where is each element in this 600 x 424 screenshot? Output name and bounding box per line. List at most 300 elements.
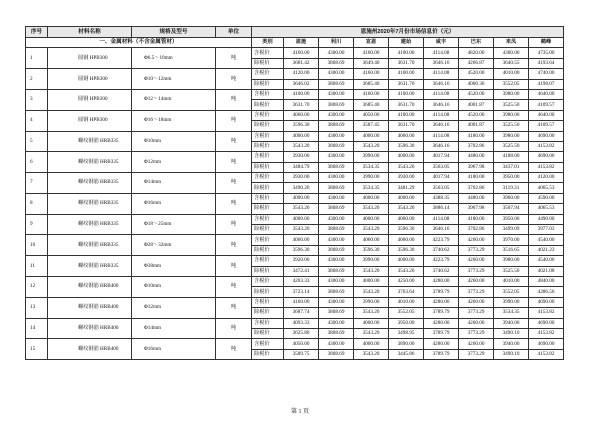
spec-value: Φ16～18mm: [132, 110, 216, 131]
notax-price-cell: 3763.64: [389, 287, 424, 297]
material-name: 圆钢 HPB300: [48, 69, 132, 90]
tax-price-cell: 4300.00: [319, 193, 354, 203]
tax-price-cell: 4000.00: [354, 276, 389, 286]
material-name: 螺纹钢筋 HRB400: [48, 276, 132, 297]
tax-price-cell: 4300.00: [319, 173, 354, 183]
notax-price-cell: 3687.74: [284, 308, 319, 318]
material-name: 螺纹钢筋 HRB335: [48, 193, 132, 214]
tax-price-cell: 3940.00: [494, 339, 529, 349]
spec-value: Φ12mm: [132, 297, 216, 318]
unit-value: 吨: [216, 152, 252, 173]
tax-price-cell: 4735.00: [529, 48, 564, 58]
tax-price-cell: 4690.00: [529, 297, 564, 307]
tax-price-cell: 4260.00: [459, 297, 494, 307]
tax-price-cell: 4017.94: [424, 152, 459, 162]
city-header: 咸丰: [424, 38, 459, 48]
city-header: 来凤: [494, 38, 529, 48]
price-type-label: 含税价: [252, 318, 284, 328]
unit-value: 吨: [216, 256, 252, 277]
notax-price-cell: 3543.20: [354, 204, 389, 214]
notax-price-cell: 3543.20: [284, 141, 319, 151]
notax-price-cell: 3631.70: [389, 58, 424, 68]
city-header: 鹤峰: [529, 38, 564, 48]
price-type-label: 含税价: [252, 131, 284, 141]
unit-value: 吨: [216, 339, 252, 360]
table-row: [26, 48, 564, 58]
spec-value: Φ16mm: [132, 193, 216, 214]
notax-price-cell: 3631.70: [389, 100, 424, 110]
notax-price-cell: 3543.20: [389, 204, 424, 214]
notax-price-cell: 3640.55: [494, 58, 529, 68]
material-name: 螺纹钢筋 HRB335: [48, 214, 132, 235]
notax-price-cell: 4109.57: [529, 100, 564, 110]
notax-price-cell: 3534.35: [494, 308, 529, 318]
unit-value: 吨: [216, 318, 252, 339]
price-type-label: 除税价: [252, 183, 284, 193]
price-type-label: 除税价: [252, 79, 284, 89]
tax-price-cell: 4120.00: [529, 173, 564, 183]
price-type-label: 含税价: [252, 152, 284, 162]
notax-price-cell: 3808.69: [319, 308, 354, 318]
notax-price-cell: 3789.79: [424, 308, 459, 318]
notax-price-cell: 3499.09: [494, 225, 529, 235]
tax-price-cell: 4300.00: [319, 214, 354, 224]
tax-price-cell: 4300.00: [319, 69, 354, 79]
tax-price-cell: 4060.00: [389, 131, 424, 141]
row-number: 9: [26, 214, 48, 235]
notax-price-cell: 3507.94: [494, 204, 529, 214]
tax-price-cell: 3950.00: [494, 214, 529, 224]
tax-price-cell: 4690.00: [529, 318, 564, 328]
unit-value: 吨: [216, 235, 252, 256]
table-row: [26, 276, 564, 286]
tax-price-cell: 4260.00: [459, 235, 494, 245]
city-header: 建始: [389, 38, 424, 48]
price-type-label: 含税价: [252, 89, 284, 99]
tax-price-cell: 3930.00: [389, 173, 424, 183]
row-number: 4: [26, 110, 48, 131]
notax-price-cell: 3808.69: [319, 58, 354, 68]
row-number: 12: [26, 276, 48, 297]
spec-value: Φ18～25mm: [132, 214, 216, 235]
notax-price-cell: 3445.86: [389, 349, 424, 359]
notax-price-cell: 3631.70: [284, 100, 319, 110]
tax-price-cell: 3890.00: [389, 339, 424, 349]
notax-price-cell: 3646.16: [424, 58, 459, 68]
price-type-label: 除税价: [252, 162, 284, 172]
notax-price-cell: 3543.20: [389, 266, 424, 276]
notax-price-cell: 3789.79: [424, 328, 459, 338]
spec-value: Φ12mm: [132, 152, 216, 173]
material-name: 螺纹钢筋 HRB400: [48, 297, 132, 318]
tax-price-cell: 4300.00: [319, 89, 354, 99]
material-name: 螺纹钢筋 HRB335: [48, 235, 132, 256]
tax-price-cell: 3950.00: [389, 318, 424, 328]
notax-price-cell: 3596.30: [389, 245, 424, 255]
tax-price-cell: 4690.00: [529, 152, 564, 162]
price-type-label: 除税价: [252, 121, 284, 131]
tax-price-cell: 4060.00: [284, 110, 319, 120]
tax-price-cell: 4840.00: [529, 276, 564, 286]
tax-price-cell: 4640.00: [529, 89, 564, 99]
row-number: 5: [26, 131, 48, 152]
notax-price-cell: 3646.02: [284, 79, 319, 89]
tax-price-cell: 4280.00: [424, 297, 459, 307]
notax-price-cell: 3543.20: [284, 204, 319, 214]
material-name: 螺纹钢筋 HRB400: [48, 339, 132, 360]
tax-price-cell: 3970.00: [494, 235, 529, 245]
notax-price-cell: 3646.16: [424, 225, 459, 235]
notax-price-cell: 4001.87: [459, 100, 494, 110]
tax-price-cell: 4203.33: [284, 276, 319, 286]
tax-price-cell: 3940.00: [494, 318, 529, 328]
notax-price-cell: 3702.86: [459, 141, 494, 151]
table-row: [26, 131, 564, 141]
table-row: [26, 214, 564, 224]
tax-price-cell: 4300.00: [319, 110, 354, 120]
notax-price-cell: 3543.20: [354, 349, 389, 359]
notax-price-cell: 3490.20: [284, 183, 319, 193]
price-type-label: 含税价: [252, 214, 284, 224]
spec-value: Φ14mm: [132, 318, 216, 339]
unit-value: 吨: [216, 214, 252, 235]
tax-price-cell: 4160.00: [354, 69, 389, 79]
price-type-label: 含税价: [252, 297, 284, 307]
tax-price-cell: 4280.00: [424, 339, 459, 349]
material-name: 圆钢 HPB300: [48, 89, 132, 110]
section-title: 一、金属材料（不含金属管材）: [26, 38, 252, 48]
tax-price-cell: 4223.79: [424, 256, 459, 266]
table-row: [26, 256, 564, 266]
table-row: [26, 69, 564, 79]
notax-price-cell: 3543.20: [284, 225, 319, 235]
tax-price-cell: 4160.00: [354, 48, 389, 58]
notax-price-cell: 4021.23: [529, 245, 564, 255]
notax-price-cell: 3789.79: [424, 349, 459, 359]
tax-price-cell: 3990.00: [354, 173, 389, 183]
notax-price-cell: 3631.70: [389, 79, 424, 89]
table-row: [26, 318, 564, 328]
table-row: [26, 339, 564, 349]
material-name: 圆钢 HPB300: [48, 48, 132, 69]
notax-price-cell: 4001.87: [459, 121, 494, 131]
notax-price-cell: 3808.69: [319, 287, 354, 297]
header-info: 恩施州2020年7月份市场信息价（元）: [252, 27, 564, 38]
tax-price-cell: 4300.00: [319, 235, 354, 245]
tax-price-cell: 4114.08: [424, 89, 459, 99]
notax-price-cell: 3773.29: [459, 349, 494, 359]
notax-price-cell: 3646.16: [424, 141, 459, 151]
row-number: 6: [26, 152, 48, 173]
notax-price-cell: 3646.16: [424, 79, 459, 89]
notax-price-cell: 3808.69: [319, 100, 354, 110]
notax-price-cell: 3685.40: [354, 100, 389, 110]
notax-price-cell: 3773.29: [459, 287, 494, 297]
notax-price-cell: 3525.50: [494, 100, 529, 110]
notax-price-cell: 4153.82: [529, 349, 564, 359]
tax-price-cell: 4050.00: [284, 339, 319, 349]
tax-price-cell: 4300.00: [319, 152, 354, 162]
row-number: 10: [26, 235, 48, 256]
material-name: 螺纹钢筋 HRB335: [48, 256, 132, 277]
tax-price-cell: 4100.00: [389, 48, 424, 58]
notax-price-cell: 3589.75: [284, 349, 319, 359]
notax-price-cell: 3967.98: [459, 162, 494, 172]
price-type-label: 除税价: [252, 308, 284, 318]
tax-price-cell: 4260.00: [459, 318, 494, 328]
tax-price-cell: 3990.00: [354, 152, 389, 162]
notax-price-cell: 4198.07: [529, 79, 564, 89]
notax-price-cell: 3967.98: [459, 204, 494, 214]
unit-value: 吨: [216, 276, 252, 297]
tax-price-cell: 4114.08: [424, 131, 459, 141]
notax-price-cell: 3498.95: [389, 328, 424, 338]
price-type-label: 含税价: [252, 339, 284, 349]
notax-price-cell: 3543.20: [354, 328, 389, 338]
unit-value: 吨: [216, 297, 252, 318]
tax-price-cell: 4114.08: [424, 110, 459, 120]
table-row: [26, 193, 564, 203]
notax-price-cell: 3484.79: [284, 162, 319, 172]
tax-price-cell: 4093.33: [284, 318, 319, 328]
tax-price-cell: 4300.00: [319, 276, 354, 286]
tax-price-cell: 4010.00: [494, 276, 529, 286]
table-row: [26, 89, 564, 99]
table-row: [26, 173, 564, 183]
tax-price-cell: 4520.00: [459, 89, 494, 99]
notax-price-cell: 3534.35: [354, 183, 389, 193]
notax-price-cell: 3808.69: [319, 266, 354, 276]
tax-price-cell: 4223.79: [424, 235, 459, 245]
unit-value: 吨: [216, 131, 252, 152]
price-type-label: 含税价: [252, 235, 284, 245]
notax-price-cell: 3490.10: [494, 328, 529, 338]
row-number: 1: [26, 48, 48, 69]
tax-price-cell: 4590.00: [529, 193, 564, 203]
tax-price-cell: 3990.00: [354, 297, 389, 307]
header-unit: 单位: [216, 27, 252, 38]
price-type-label: 除税价: [252, 287, 284, 297]
notax-price-cell: 3525.50: [494, 266, 529, 276]
tax-price-cell: 4120.00: [284, 69, 319, 79]
tax-price-cell: 3980.00: [494, 89, 529, 99]
tax-price-cell: 4160.00: [284, 297, 319, 307]
notax-price-cell: 3516.65: [494, 245, 529, 255]
notax-price-cell: 3596.30: [284, 121, 319, 131]
tax-price-cell: 4060.00: [389, 235, 424, 245]
notax-price-cell: 3543.20: [354, 287, 389, 297]
notax-price-cell: 3525.50: [494, 141, 529, 151]
tax-price-cell: 4300.00: [319, 48, 354, 58]
tax-price-cell: 4388.35: [424, 193, 459, 203]
notax-price-cell: 3552.05: [389, 308, 424, 318]
material-name: 螺纹钢筋 HRB335: [48, 131, 132, 152]
price-type-label: 除税价: [252, 58, 284, 68]
notax-price-cell: 3646.16: [424, 100, 459, 110]
tax-price-cell: 4740.00: [529, 69, 564, 79]
unit-value: 吨: [216, 110, 252, 131]
header-spec: 规格及型号: [132, 27, 216, 38]
price-type-label: 除税价: [252, 204, 284, 214]
row-number: 11: [26, 256, 48, 277]
table-body: [26, 48, 564, 360]
notax-price-cell: 3789.79: [424, 287, 459, 297]
row-number: 8: [26, 193, 48, 214]
tax-price-cell: 3980.00: [494, 131, 529, 141]
tax-price-cell: 4010.00: [389, 297, 424, 307]
price-type-label: 除税价: [252, 245, 284, 255]
notax-price-cell: 3702.86: [459, 225, 494, 235]
unit-value: 吨: [216, 69, 252, 90]
tax-price-cell: 4000.00: [389, 152, 424, 162]
price-type-label: 含税价: [252, 276, 284, 286]
notax-price-cell: 3685.40: [354, 79, 389, 89]
notax-price-cell: 4109.57: [529, 121, 564, 131]
tax-price-cell: 4010.00: [494, 69, 529, 79]
notax-price-cell: 3808.69: [319, 121, 354, 131]
price-type-label: 含税价: [252, 48, 284, 58]
tax-price-cell: 4480.00: [459, 193, 494, 203]
tax-price-cell: 4000.00: [354, 318, 389, 328]
tax-price-cell: 3980.00: [494, 110, 529, 120]
notax-price-cell: 3808.69: [319, 183, 354, 193]
tax-price-cell: 4160.00: [354, 89, 389, 99]
tax-price-cell: 4300.00: [319, 339, 354, 349]
notax-price-cell: 3646.16: [424, 121, 459, 131]
material-name: 螺纹钢筋 HRB335: [48, 152, 132, 173]
price-type-label: 含税价: [252, 110, 284, 120]
tax-price-cell: 4520.00: [459, 110, 494, 120]
notax-price-cell: 3886.14: [424, 204, 459, 214]
price-type-label: 除税价: [252, 141, 284, 151]
material-name: 螺纹钢筋 HRB335: [48, 173, 132, 194]
tax-price-cell: 4100.00: [389, 110, 424, 120]
notax-price-cell: 3596.30: [389, 225, 424, 235]
notax-price-cell: 3552.05: [494, 287, 529, 297]
tax-price-cell: 4100.00: [389, 69, 424, 79]
tax-price-cell: 4690.00: [529, 131, 564, 141]
row-number: 14: [26, 318, 48, 339]
tax-price-cell: 4180.00: [459, 131, 494, 141]
unit-value: 吨: [216, 89, 252, 110]
notax-price-cell: 4000.36: [459, 79, 494, 89]
tax-price-cell: 4820.00: [459, 48, 494, 58]
tax-price-cell: 4114.08: [424, 69, 459, 79]
row-number: 7: [26, 173, 48, 194]
tax-price-cell: 4280.00: [424, 318, 459, 328]
price-table: [25, 26, 564, 360]
notax-price-cell: 3681.42: [284, 58, 319, 68]
tax-price-cell: 4000.00: [284, 214, 319, 224]
price-type-label: 除税价: [252, 349, 284, 359]
tax-price-cell: 4050.00: [354, 110, 389, 120]
city-header: 宣恩: [354, 38, 389, 48]
tax-price-cell: 4520.00: [459, 69, 494, 79]
tax-price-cell: 4640.00: [529, 110, 564, 120]
tax-price-cell: 4690.00: [529, 339, 564, 349]
notax-price-cell: 3740.62: [424, 266, 459, 276]
notax-price-cell: 3702.86: [459, 183, 494, 193]
notax-price-cell: 3808.69: [319, 204, 354, 214]
price-type-label: 含税价: [252, 256, 284, 266]
city-header: 利川: [319, 38, 354, 48]
header-row: [26, 27, 564, 38]
tax-price-cell: 4000.00: [354, 339, 389, 349]
notax-price-cell: 3481.29: [389, 183, 424, 193]
tax-price-cell: 3990.00: [494, 297, 529, 307]
tax-price-cell: 4300.00: [494, 48, 529, 58]
notax-price-cell: 4021.08: [529, 266, 564, 276]
notax-price-cell: 3808.69: [319, 245, 354, 255]
notax-price-cell: 3119.31: [494, 183, 529, 193]
notax-price-cell: 3563.05: [424, 183, 459, 193]
unit-value: 吨: [216, 193, 252, 214]
unit-value: 吨: [216, 173, 252, 194]
page-footer: 第 1 页: [290, 409, 309, 415]
notax-price-cell: 3773.29: [459, 328, 494, 338]
price-type-label: 含税价: [252, 193, 284, 203]
tax-price-cell: 4250.00: [389, 276, 424, 286]
spec-value: Φ14mm: [132, 173, 216, 194]
tax-price-cell: 4114.08: [424, 48, 459, 58]
tax-price-cell: 3990.00: [354, 256, 389, 266]
header-seq: 序号: [26, 27, 48, 38]
notax-price-cell: 3631.70: [389, 121, 424, 131]
tax-price-cell: 3960.00: [494, 193, 529, 203]
notax-price-cell: 4153.82: [529, 141, 564, 151]
notax-price-cell: 3525.50: [494, 121, 529, 131]
notax-price-cell: 4153.82: [529, 308, 564, 318]
tax-price-cell: 4000.00: [354, 193, 389, 203]
tax-price-cell: 4000.00: [284, 131, 319, 141]
tax-price-cell: 4000.00: [389, 193, 424, 203]
notax-price-cell: 3596.30: [389, 141, 424, 151]
notax-price-cell: 4286.56: [529, 287, 564, 297]
tax-price-cell: 4180.00: [459, 214, 494, 224]
unit-value: 吨: [216, 48, 252, 69]
tax-price-cell: 4180.00: [459, 173, 494, 183]
tax-price-cell: 4060.00: [389, 214, 424, 224]
table-row: [26, 297, 564, 307]
tax-price-cell: 4188.00: [494, 152, 529, 162]
tax-price-cell: 4060.00: [354, 235, 389, 245]
price-type-label: 含税价: [252, 69, 284, 79]
notax-price-cell: 4153.82: [529, 328, 564, 338]
notax-price-cell: 3543.20: [354, 225, 389, 235]
notax-price-cell: 3723.14: [284, 287, 319, 297]
row-number: 3: [26, 89, 48, 110]
notax-price-cell: 3543.20: [354, 308, 389, 318]
notax-price-cell: 3437.01: [494, 162, 529, 172]
tax-price-cell: 4100.00: [284, 89, 319, 99]
city-header: 恩施: [284, 38, 319, 48]
notax-price-cell: 3596.30: [284, 245, 319, 255]
tax-price-cell: 4300.00: [319, 297, 354, 307]
spec-value: Φ10mm: [132, 131, 216, 152]
row-number: 15: [26, 339, 48, 360]
spec-value: Φ6.5～10mm: [132, 48, 216, 69]
tax-price-cell: 4540.00: [529, 256, 564, 266]
notax-price-cell: 3563.05: [424, 162, 459, 172]
notax-price-cell: 3543.20: [354, 141, 389, 151]
spec-value: Φ10～12mm: [132, 69, 216, 90]
price-type-label: 除税价: [252, 266, 284, 276]
tax-price-cell: 4480.00: [459, 152, 494, 162]
notax-price-cell: 3808.69: [319, 141, 354, 151]
notax-price-cell: 3740.62: [424, 245, 459, 255]
city-header: 巴东: [459, 38, 494, 48]
notax-price-cell: 4065.53: [529, 204, 564, 214]
